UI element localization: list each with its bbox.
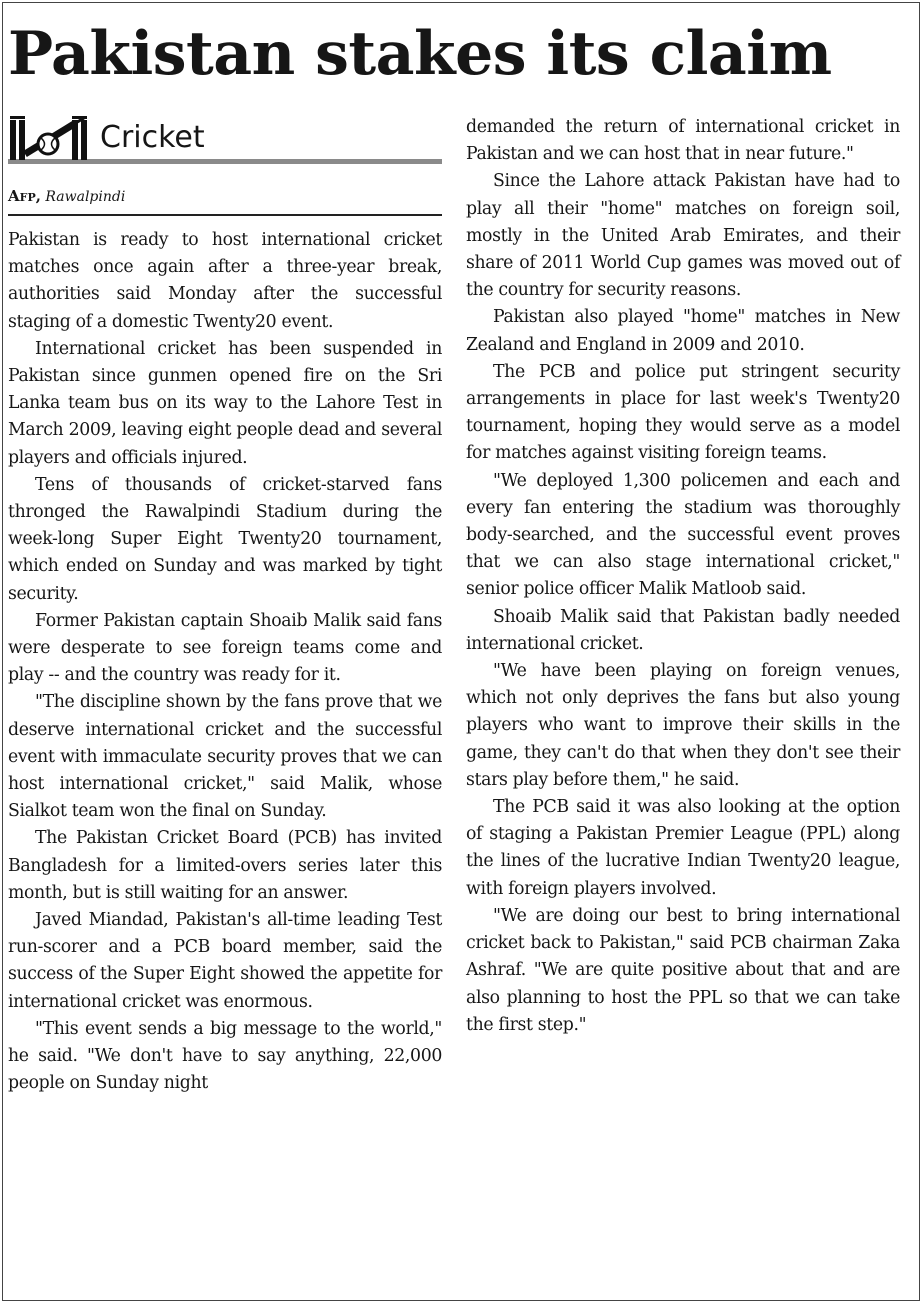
paragraph: International cricket has been suspended in Pakistan since gunmen opened fire on the Sri Lanka team bus on its way to the Lahore Test in March 2009, leaving eight people dead and several players and officials injured.	[8, 338, 442, 468]
paragraph: "We are doing our best to bring international cricket back to Pakistan," said PCB chairman Zaka Ashraf. "We are quite positive about that and are also planning to host the PPL so that we can take the first step."	[466, 905, 900, 1035]
paragraph: "This event sends a big message to the world," he said. "We don't have to say anything, 22,000 people on Sunday night	[8, 1018, 442, 1094]
headline: Pakistan stakes its claim	[8, 19, 832, 89]
cricket-bat-ball-stumps-icon	[8, 114, 92, 160]
paragraph: The PCB and police put stringent security arrangements in place for last week's Twenty20 tournament, hoping they would serve as a model for matches against visiting foreign teams.	[466, 361, 900, 464]
section-header	[8, 114, 442, 164]
paragraph: Former Pakistan captain Shoaib Malik said fans were desperate to see foreign teams come and play -- and the country was ready for it.	[8, 610, 442, 686]
right-column	[466, 114, 900, 1039]
paragraph: Tens of thousands of cricket-starved fans thronged the Rawalpindi Stadium during the week-long Super Eight Twenty20 tournament, which ended on Sunday and was marked by tight security.	[8, 474, 442, 604]
byline-location: Rawalpindi	[45, 189, 126, 205]
paragraph: "We deployed 1,300 policemen and each and every fan entering the stadium was thoroughly body-searched, and the successful event proves that we can also stage international cricket," senior police officer Malik Matloob said.	[466, 470, 900, 600]
paragraph: The Pakistan Cricket Board (PCB) has invited Bangladesh for a limited-overs series later this month, but is still waiting for an answer.	[8, 828, 442, 903]
paragraph: The PCB said it was also looking at the option of staging a Pakistan Premier League (PPL) along the lines of the lucrative Indian Twenty20 league, with foreign players involved.	[466, 797, 900, 899]
paragraph: Shoaib Malik said that Pakistan badly needed international cricket.	[466, 606, 900, 654]
paragraph: Javed Miandad, Pakistan's all-time leading Test run-scorer and a PCB board member, said the success of the Super Eight showed the appetite for international cricket was enormous.	[8, 910, 442, 1012]
paragraph: demanded the return of international cricket in Pakistan and we can host that in near future."	[466, 117, 900, 165]
section-label: Cricket	[100, 120, 205, 155]
paragraph: Pakistan is ready to host international cricket matches once again after a three-year break, authorities said Monday after the successful staging of a domestic Twenty20 event.	[8, 230, 442, 332]
left-column	[8, 227, 442, 1098]
byline	[8, 184, 442, 216]
paragraph: "The discipline shown by the fans prove that we deserve international cricket and the successful event with immaculate security proves that we can host international cricket," said Malik, whose Sialkot team won the final on Sunday.	[8, 692, 442, 822]
byline-agency: Afp,	[8, 187, 41, 205]
paragraph: "We have been playing on foreign venues, which not only deprives the fans but also young players who want to improve their skills in the game, they can't do that when they don't see their stars play before them," he said.	[466, 661, 900, 790]
paragraph: Since the Lahore attack Pakistan have had to play all their "home" matches on foreign soil, mostly in the United Arab Emirates, and their share of 2011 World Cup games was moved out of the country for security reasons.	[466, 171, 900, 301]
paragraph: Pakistan also played "home" matches in New Zealand and England in 2009 and 2010.	[466, 307, 900, 355]
